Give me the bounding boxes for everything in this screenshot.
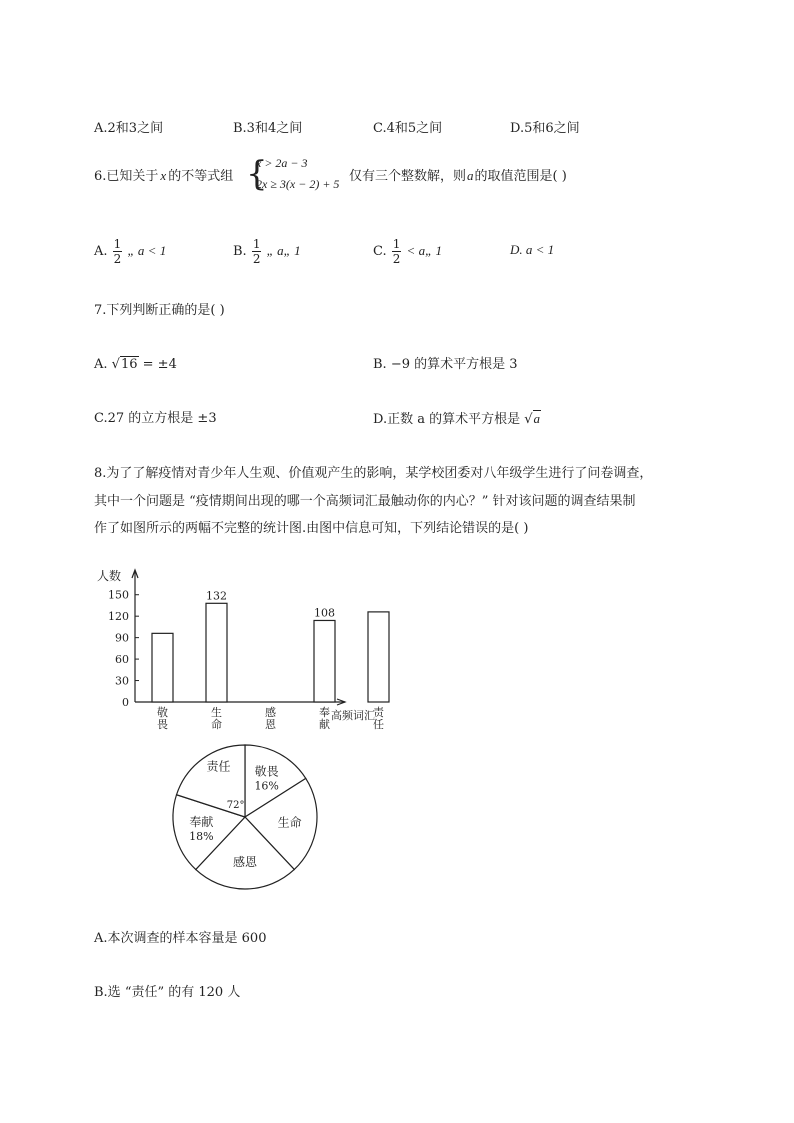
pie-percent-label: 16% [254, 779, 279, 793]
q8-line-3: 作了如图所示的两幅不完整的统计图.由图中信息可知，下列结论错误的是( ) [94, 521, 529, 536]
q8-line-2: 其中一个问题是 “疫情期间出现的哪一个高频词汇最触动你的内心？” 针对该问题的调查结果制 [94, 494, 636, 509]
q7-stem: 7.下列判断正确的是( ) [94, 303, 225, 318]
q6-option-c: C. $\frac{1}{2}$ < a„ 1 [373, 237, 443, 266]
bar-敬畏 [152, 633, 173, 702]
q7-option-b: B. −9 的算术平方根是 3 [373, 357, 518, 372]
x-tick-label: 畏 [157, 718, 168, 731]
y-tick-label: 30 [115, 674, 129, 688]
q5-option-d: D.5和6之间 [510, 121, 580, 136]
y-tick-label: 120 [108, 610, 129, 624]
pie-label: 感恩 [232, 855, 258, 869]
q7-option-a: A. √16 = ±4 [94, 357, 177, 372]
pie-label: 生命 [277, 815, 302, 830]
bar-责任 [368, 612, 389, 702]
q8-line-1: 8.为了了解疫情对青少年人生观、价值观产生的影响，某学校团委对八年级学生进行了问卷调查， [94, 466, 653, 481]
y-tick-label: 90 [115, 631, 129, 645]
q6-stem-prefix: 6.已知关于 x 的不等式组 [94, 168, 234, 184]
sqrt-symbol: √a [524, 411, 541, 427]
q6-option-a: A. $\frac{1}{2}$ „ a < 1 [94, 237, 167, 266]
x-tick-label: 敬 [157, 706, 168, 719]
pie-label: 敬畏 [254, 764, 279, 779]
y-tick-label: 0 [122, 696, 129, 709]
q8-option-b: B.选 “责任” 的有 120 人 [94, 985, 241, 1000]
bar-data-label: 132 [206, 589, 227, 603]
q7-option-c: C.27 的立方根是 ±3 [94, 411, 217, 426]
pie-percent-label: 18% [189, 830, 214, 844]
x-axis-label: 高频词汇 [331, 709, 375, 722]
q5-option-c: C.4和5之间 [373, 121, 443, 136]
bar-奉献 [314, 620, 335, 702]
system-brace: { [246, 154, 268, 194]
pie-label: 责任 [206, 759, 231, 774]
pie-angle-label: 72° [226, 800, 245, 812]
fraction-half: $\frac{1}{2}$ [113, 237, 122, 266]
q5-option-b: B.3和4之间 [233, 121, 303, 136]
x-tick-label: 命 [211, 718, 222, 731]
q7-option-d: D.正数 a 的算术平方根是 √a [373, 411, 541, 427]
system-eq1: x > 2a − 3 [256, 156, 308, 170]
y-axis-label: 人数 [97, 569, 122, 583]
x-tick-label: 感 [265, 706, 276, 719]
x-tick-label: 奉 [319, 706, 330, 719]
x-tick-label: 任 [373, 718, 384, 731]
y-tick-label: 60 [115, 653, 129, 667]
x-tick-label: 责 [373, 706, 384, 719]
pie-chart [160, 732, 330, 892]
x-tick-label: 生 [211, 706, 222, 719]
bar-生命 [206, 603, 227, 702]
pie-label: 奉献 [189, 815, 214, 830]
fraction-half: $\frac{1}{2}$ [252, 237, 261, 266]
y-tick-label: 150 [108, 588, 129, 602]
bar-data-label: 108 [314, 606, 335, 620]
q8-option-a: A.本次调查的样本容量是 600 [94, 931, 267, 946]
x-tick-label: 献 [319, 718, 330, 731]
sqrt-symbol: √16 [111, 357, 138, 372]
system-eq2: 2x ≥ 3(x − 2) + 5 [256, 177, 340, 191]
q5-option-a: A.2和3之间 [94, 121, 164, 136]
bar-chart [95, 562, 405, 742]
x-tick-label: 恩 [265, 718, 276, 731]
q6-stem-suffix: 仅有三个整数解，则a的取值范围是( ) [349, 168, 567, 184]
q6-option-b: B. $\frac{1}{2}$ „ a„ 1 [233, 237, 301, 266]
fraction-half: $\frac{1}{2}$ [392, 237, 401, 266]
q6-option-d: D. a < 1 [510, 242, 555, 257]
